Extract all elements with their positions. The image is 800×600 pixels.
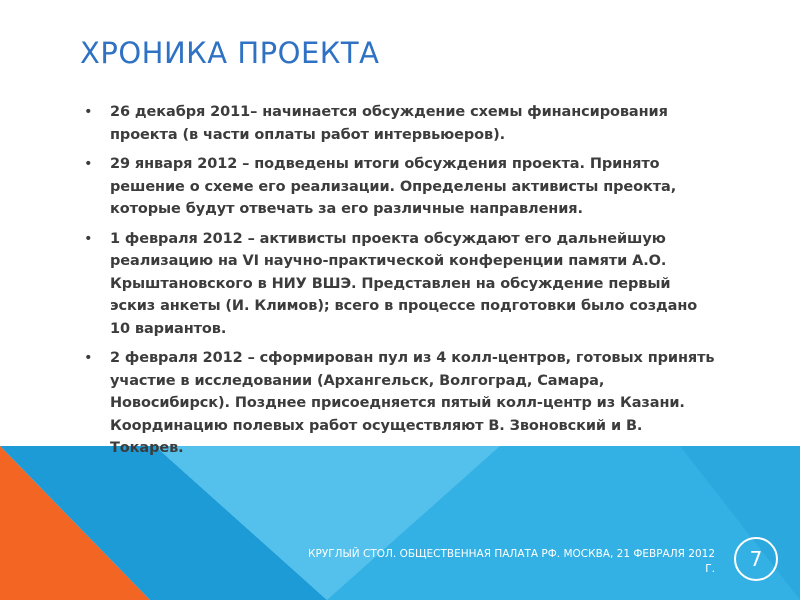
bullet-text: 26 декабря 2011– начинается обсуждение схемы финансирования проекта (в части оплаты работ интервьюеров). (110, 104, 668, 143)
page-number-badge (734, 537, 778, 581)
bullet-item (84, 101, 720, 146)
bullet-text: 29 января 2012 – подведены итоги обсуждения проекта. Принято решение о схеме его реализации. Определены активисты преокта, которые будут отвечать за его различные направления. (110, 156, 677, 217)
bullet-marker: • (84, 350, 93, 366)
bullet-marker: • (84, 104, 93, 120)
page-number: 7 (749, 547, 763, 571)
bullet-marker: • (84, 156, 93, 172)
slide-title: ХРОНИКА ПРОЕКТА (80, 36, 380, 70)
slide-footer: КРУГЛЫЙ СТОЛ. ОБЩЕСТВЕННАЯ ПАЛАТА РФ. МОСКВА, 21 ФЕВРАЛЯ 2012 Г. (308, 548, 715, 575)
bullet-list (84, 101, 720, 467)
bullet-text: 2 февраля 2012 – сформирован пул из 4 колл-центров, готовых принять участие в исследовании (Архангельск, Волгоград, Самара, Новосибирск). Позднее присоедняется пятый колл-центр из Казани. Координацию полевых работ осуществляют В. Звоновский и В. Токарев. (110, 350, 715, 456)
bullet-item (84, 347, 720, 460)
bullet-item (84, 228, 720, 341)
bullet-item (84, 153, 720, 221)
bullet-text: 1 февраля 2012 – активисты проекта обсуждают его дальнейшую реализацию на VI научно-практической конференции памяти А.О. Крыштановского в НИУ ВШЭ. Представлен на обсуждение первый эскиз анкеты (И. Климов); всего в процессе подготовки было создано 10 вариантов. (110, 230, 698, 337)
bullet-marker: • (84, 230, 93, 247)
